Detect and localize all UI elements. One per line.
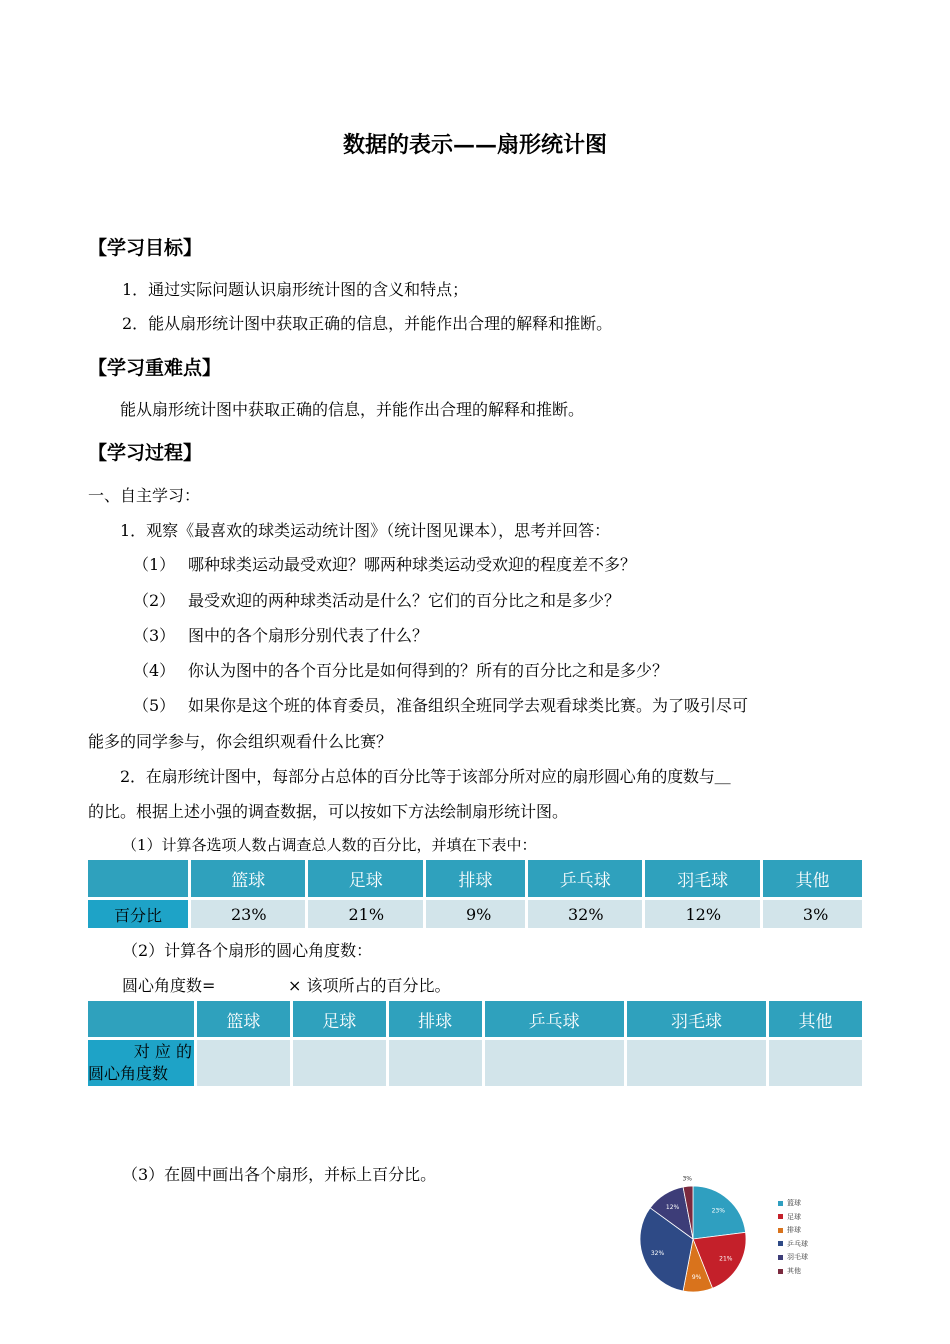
question-text: 最受欢迎的两种球类活动是什么？它们的百分比之和是多少？: [188, 591, 621, 610]
table-header: 其他: [769, 1001, 862, 1037]
table-header: 篮球: [191, 860, 305, 897]
legend-item: [778, 1266, 801, 1276]
item2-text: 的比。根据上述小强的调查数据，可以按如下方法绘制扇形统计图。: [88, 802, 569, 821]
table-header: 乒乓球: [528, 860, 642, 897]
pie-label: 9%: [691, 1273, 702, 1281]
legend-swatch: [778, 1269, 783, 1274]
angle-table: [85, 998, 865, 1089]
table-header: 排球: [426, 860, 525, 897]
question-text: 图中的各个扇形分别代表了什么？: [188, 626, 429, 645]
row-label-line: 圆心角度数: [88, 1064, 169, 1083]
goal-item: 2．能从扇形统计图中获取正确的信息，并能作出合理的解释和推断。: [122, 314, 613, 333]
question-text: 哪种球类运动最受欢迎？哪两种球类运动受欢迎的程度差不多？: [188, 555, 637, 574]
key-heading: 【学习重难点】: [88, 357, 222, 379]
table-cell[interactable]: [485, 1040, 624, 1086]
legend-swatch: [778, 1214, 783, 1219]
step2-text: （2）计算各个扇形的圆心角度数：: [122, 941, 373, 960]
pie-label: 21%: [719, 1255, 733, 1263]
table-header: 排球: [389, 1001, 482, 1037]
pie-label: 23%: [711, 1207, 725, 1215]
table-header: 其他: [763, 860, 862, 897]
page-title: 数据的表示——扇形统计图: [342, 132, 607, 158]
question-number: （1）: [133, 555, 176, 574]
question-text: 如果你是这个班的体育委员，准备组织全班同学去观看球类比赛。为了吸引尽可: [188, 696, 749, 715]
row-label-line: 对 应 的: [133, 1042, 192, 1061]
question-number: （4）: [133, 661, 176, 680]
key-text: 能从扇形统计图中获取正确的信息，并能作出合理的解释和推断。: [120, 400, 585, 419]
process-heading: 【学习过程】: [88, 442, 203, 464]
pie-label: 32%: [650, 1250, 665, 1258]
table-cell: 9%: [426, 900, 525, 928]
legend-swatch: [778, 1241, 783, 1246]
table-cell: 12%: [645, 900, 759, 928]
question-text: 能多的同学参与，你会组织观看什么比赛？: [88, 732, 393, 751]
question-text: 你认为图中的各个百分比是如何得到的？所有的百分比之和是多少？: [188, 661, 669, 680]
table-header: 足球: [293, 1001, 386, 1037]
table-header-blank: [88, 860, 188, 897]
pie-label: 3%: [682, 1175, 693, 1183]
row-label: 百分比: [88, 900, 188, 928]
question-number: （2）: [133, 591, 176, 610]
formula-right: × 该项所占的百分比。: [288, 976, 451, 995]
legend-item: [778, 1198, 801, 1208]
goal-item: 1．通过实际问题认识扇形统计图的含义和特点；: [122, 280, 469, 299]
table-cell: 21%: [308, 900, 422, 928]
formula-left: 圆心角度数=: [122, 976, 216, 995]
legend-label: 排球: [787, 1226, 801, 1235]
table-cell[interactable]: [627, 1040, 766, 1086]
step1-text: （1）计算各选项人数占调查总人数的百分比，并填在下表中：: [122, 836, 537, 854]
table-header: 羽毛球: [645, 860, 759, 897]
table-header: 乒乓球: [485, 1001, 624, 1037]
legend-item: [778, 1252, 808, 1262]
table-header: 篮球: [197, 1001, 290, 1037]
percent-table: [85, 857, 865, 931]
table-cell[interactable]: [389, 1040, 482, 1086]
step3-text: （3）在圆中画出各个扇形，并标上百分比。: [122, 1165, 437, 1184]
self-study-heading: 一、自主学习：: [88, 486, 201, 505]
goals-heading: 【学习目标】: [88, 237, 203, 259]
legend-label: 篮球: [787, 1199, 801, 1207]
legend-label: 足球: [787, 1212, 801, 1221]
legend-label: 羽毛球: [787, 1253, 808, 1262]
table-cell: 23%: [191, 900, 305, 928]
row-label: [88, 1040, 194, 1086]
table-header: 足球: [308, 860, 422, 897]
legend-swatch: [778, 1228, 783, 1233]
table-cell: 32%: [528, 900, 642, 928]
pie-label: 12%: [665, 1203, 680, 1211]
legend-swatch: [778, 1201, 783, 1206]
legend-item: [778, 1225, 801, 1235]
legend-swatch: [778, 1255, 783, 1260]
table-header-blank: [88, 1001, 194, 1037]
legend-item: [778, 1212, 801, 1222]
pie-chart: [630, 1170, 760, 1300]
question-intro: 1．观察《最喜欢的球类运动统计图》（统计图见课本），思考并回答：: [120, 521, 611, 540]
item2-text: 2．在扇形统计图中，每部分占总体的百分比等于该部分所对应的扇形圆心角的度数与＿: [120, 767, 731, 786]
legend-item: [778, 1239, 808, 1249]
legend-label: 其他: [787, 1267, 801, 1275]
table-cell[interactable]: [769, 1040, 862, 1086]
table-header: 羽毛球: [627, 1001, 766, 1037]
question-number: （5）: [133, 696, 176, 715]
question-number: （3）: [133, 626, 176, 645]
table-cell: 3%: [763, 900, 862, 928]
table-cell[interactable]: [197, 1040, 290, 1086]
legend-label: 乒乓球: [787, 1239, 808, 1248]
table-cell[interactable]: [293, 1040, 386, 1086]
